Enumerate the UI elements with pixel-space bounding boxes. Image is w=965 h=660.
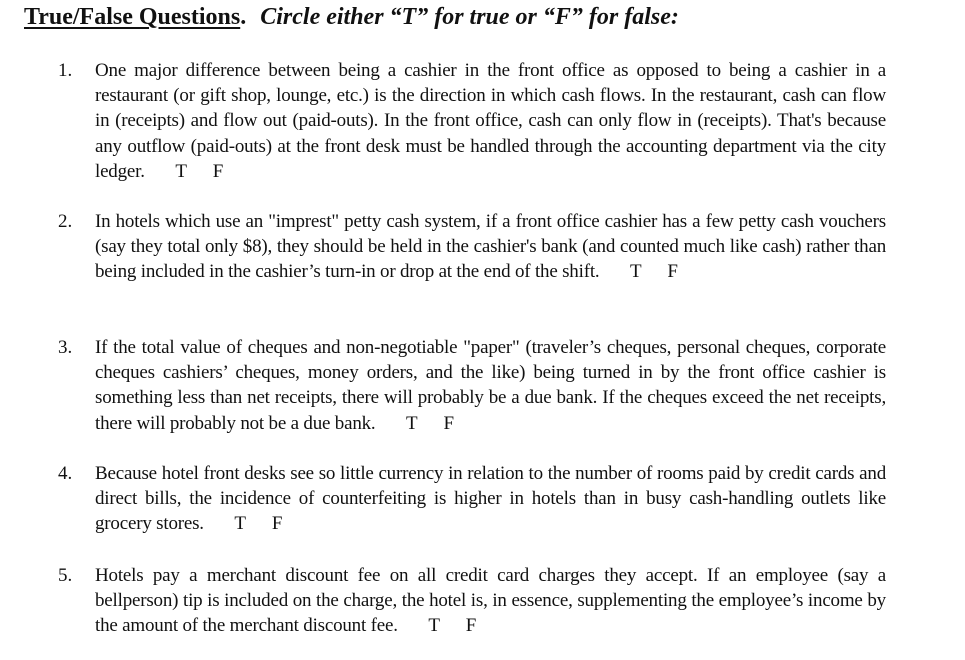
question-body: One major difference between being a cashier in the front office as opposed to being a cashier in a restaurant (or gift shop, lounge, etc.) is the direction in which cash flows. In the restaurant, cash can flow in (receipts) and flow out (paid-outs). In the front office, cash can only flow in (receipts). That's because any outflow (paid-outs) at the front desk must be handled through the accounting department via the city ledger. <box>95 60 886 182</box>
page-header <box>24 2 679 32</box>
question-number: 3. <box>58 337 73 358</box>
answer-options <box>149 161 223 182</box>
question-body: Because hotel front desks see so little currency in relation to the number of rooms paid by credit cards and direct bills, the incidence of counterfeiting is higher in hotels than in busy cash-handling outlets like grocery stores. <box>95 463 886 535</box>
question-body: If the total value of cheques and non-negotiable "paper" (traveler’s cheques, personal cheques, corporate cheques cashiers’ cheques, money orders, and the like) being turned in by the front office cashier is something less than net receipts, there will probably be a due bank. If the cheques exceed the net receipts, there will probably not be a due bank. <box>95 337 886 434</box>
question-number: 4. <box>58 463 73 484</box>
answer-options <box>208 513 282 534</box>
question-text <box>95 563 886 639</box>
true-option[interactable]: T <box>428 615 440 637</box>
section-title-period: . <box>240 4 247 30</box>
instructions: Circle either “T” for true or “F” for false: <box>260 4 679 30</box>
answer-options <box>380 413 454 434</box>
question-text <box>95 335 886 436</box>
false-option[interactable]: F <box>465 615 477 637</box>
question-body: In hotels which use an "imprest" petty cash system, if a front office cashier has a few petty cash vouchers (say they total only $8), they should be held in the cashier's bank (and counted much like cash) rather than being included in the cashier’s turn-in or drop at the end of the shift. <box>95 211 886 283</box>
true-option[interactable]: T <box>175 160 187 182</box>
question-number: 2. <box>58 211 73 232</box>
false-option[interactable]: F <box>667 261 678 283</box>
false-option[interactable]: F <box>212 160 224 182</box>
true-option[interactable]: T <box>630 261 642 283</box>
question-text <box>95 58 886 184</box>
question-text <box>95 209 886 285</box>
question-number: 1. <box>58 60 73 81</box>
question-number: 5. <box>58 565 73 586</box>
true-option[interactable]: T <box>234 513 246 535</box>
false-option[interactable]: F <box>443 412 454 434</box>
answer-options <box>604 261 678 282</box>
question-text <box>95 461 886 537</box>
question-body: Hotels pay a merchant discount fee on all credit card charges they accept. If an employee (say a bellperson) tip is included on the charge, the hotel is, in essence, supplementing the employee’s income by the amount of the merchant discount fee. <box>95 565 886 637</box>
answer-options <box>402 615 476 636</box>
false-option[interactable]: F <box>271 513 283 535</box>
section-title: True/False Questions <box>24 4 241 30</box>
true-option[interactable]: T <box>406 412 418 434</box>
